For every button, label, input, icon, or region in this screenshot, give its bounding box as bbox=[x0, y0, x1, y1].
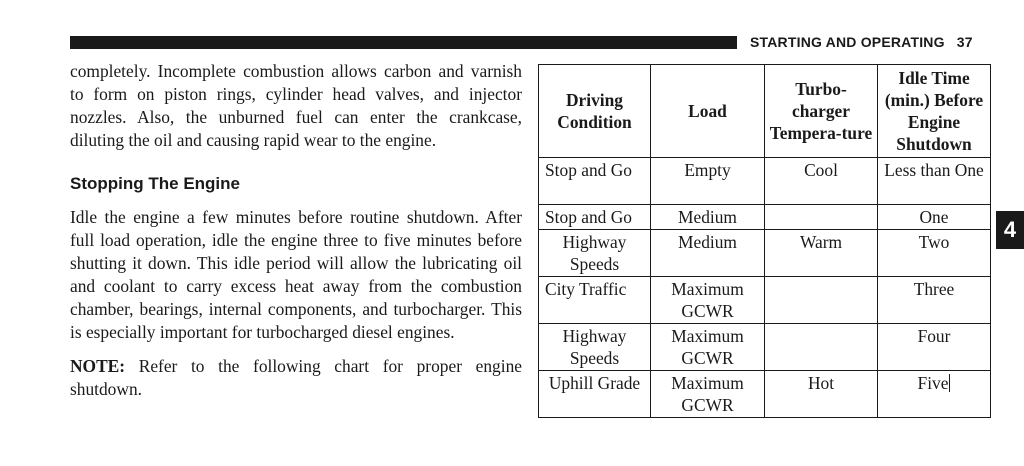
table-header-row bbox=[539, 65, 991, 158]
header-driving-condition: Driving Condition bbox=[539, 65, 651, 158]
cell-temperature bbox=[765, 277, 878, 324]
header-load: Load bbox=[651, 65, 765, 158]
table-row bbox=[539, 371, 991, 418]
cell-load: Maximum GCWR bbox=[651, 324, 765, 371]
note-text: Refer to the following chart for proper engine shutdown. bbox=[70, 356, 522, 399]
cell-idle-time bbox=[878, 371, 991, 418]
intro-paragraph: completely. Incomplete combustion allows carbon and varnish to form on piston rings, cylinder head valves, and injector nozzles. Also, the unburned fuel can enter the crankcase, diluting the oil and causing rapid wear to the engine. bbox=[70, 61, 522, 150]
note-paragraph bbox=[70, 355, 522, 401]
header-idle-time: Idle Time (min.) Before Engine Shutdown bbox=[878, 65, 991, 158]
header-turbo-temperature: Turbo-charger Tempera-ture bbox=[765, 65, 878, 158]
section-heading: Stopping The Engine bbox=[70, 174, 240, 193]
page-number: 37 bbox=[956, 34, 973, 50]
cell-idle-time: Less than One bbox=[878, 158, 991, 205]
cell-temperature: Warm bbox=[765, 230, 878, 277]
shutdown-table bbox=[538, 64, 991, 418]
cell-condition: Stop and Go bbox=[539, 158, 651, 205]
header-rule bbox=[70, 36, 737, 49]
cell-temperature bbox=[765, 324, 878, 371]
body-text-column bbox=[70, 60, 522, 401]
cell-load: Maximum GCWR bbox=[651, 277, 765, 324]
cell-condition: City Traffic bbox=[539, 277, 651, 324]
table-row bbox=[539, 158, 991, 205]
idle-time-value: Five bbox=[917, 373, 949, 393]
table-row bbox=[539, 205, 991, 230]
table-row bbox=[539, 230, 991, 277]
cell-condition: Highway Speeds bbox=[539, 230, 651, 277]
cell-load: Empty bbox=[651, 158, 765, 205]
cell-temperature: Hot bbox=[765, 371, 878, 418]
shutdown-paragraph: Idle the engine a few minutes before routine shutdown. After full load operation, idle the engine three to five minutes before shutting it down. This idle period will allow the lubricating oil and coolant to carry excess heat away from the combustion chamber, bearings, internal components, and turbocharger. This is especially important for turbocharged diesel engines. bbox=[70, 207, 522, 342]
cell-load: Medium bbox=[651, 230, 765, 277]
cell-idle-time: Four bbox=[878, 324, 991, 371]
cell-temperature: Cool bbox=[765, 158, 878, 205]
chapter-tab: 4 bbox=[996, 211, 1024, 249]
cell-load: Medium bbox=[651, 205, 765, 230]
cell-idle-time: Three bbox=[878, 277, 991, 324]
note-label: NOTE: bbox=[70, 356, 126, 376]
cell-load: Maximum GCWR bbox=[651, 371, 765, 418]
section-title: STARTING AND OPERATING bbox=[750, 34, 945, 50]
table-row bbox=[539, 277, 991, 324]
running-header bbox=[750, 34, 973, 50]
cell-idle-time: Two bbox=[878, 230, 991, 277]
cell-condition: Stop and Go bbox=[539, 205, 651, 230]
cell-idle-time: One bbox=[878, 205, 991, 230]
table-row bbox=[539, 324, 991, 371]
text-cursor bbox=[949, 374, 950, 392]
cell-condition: Highway Speeds bbox=[539, 324, 651, 371]
cell-temperature bbox=[765, 205, 878, 230]
cell-condition: Uphill Grade bbox=[539, 371, 651, 418]
